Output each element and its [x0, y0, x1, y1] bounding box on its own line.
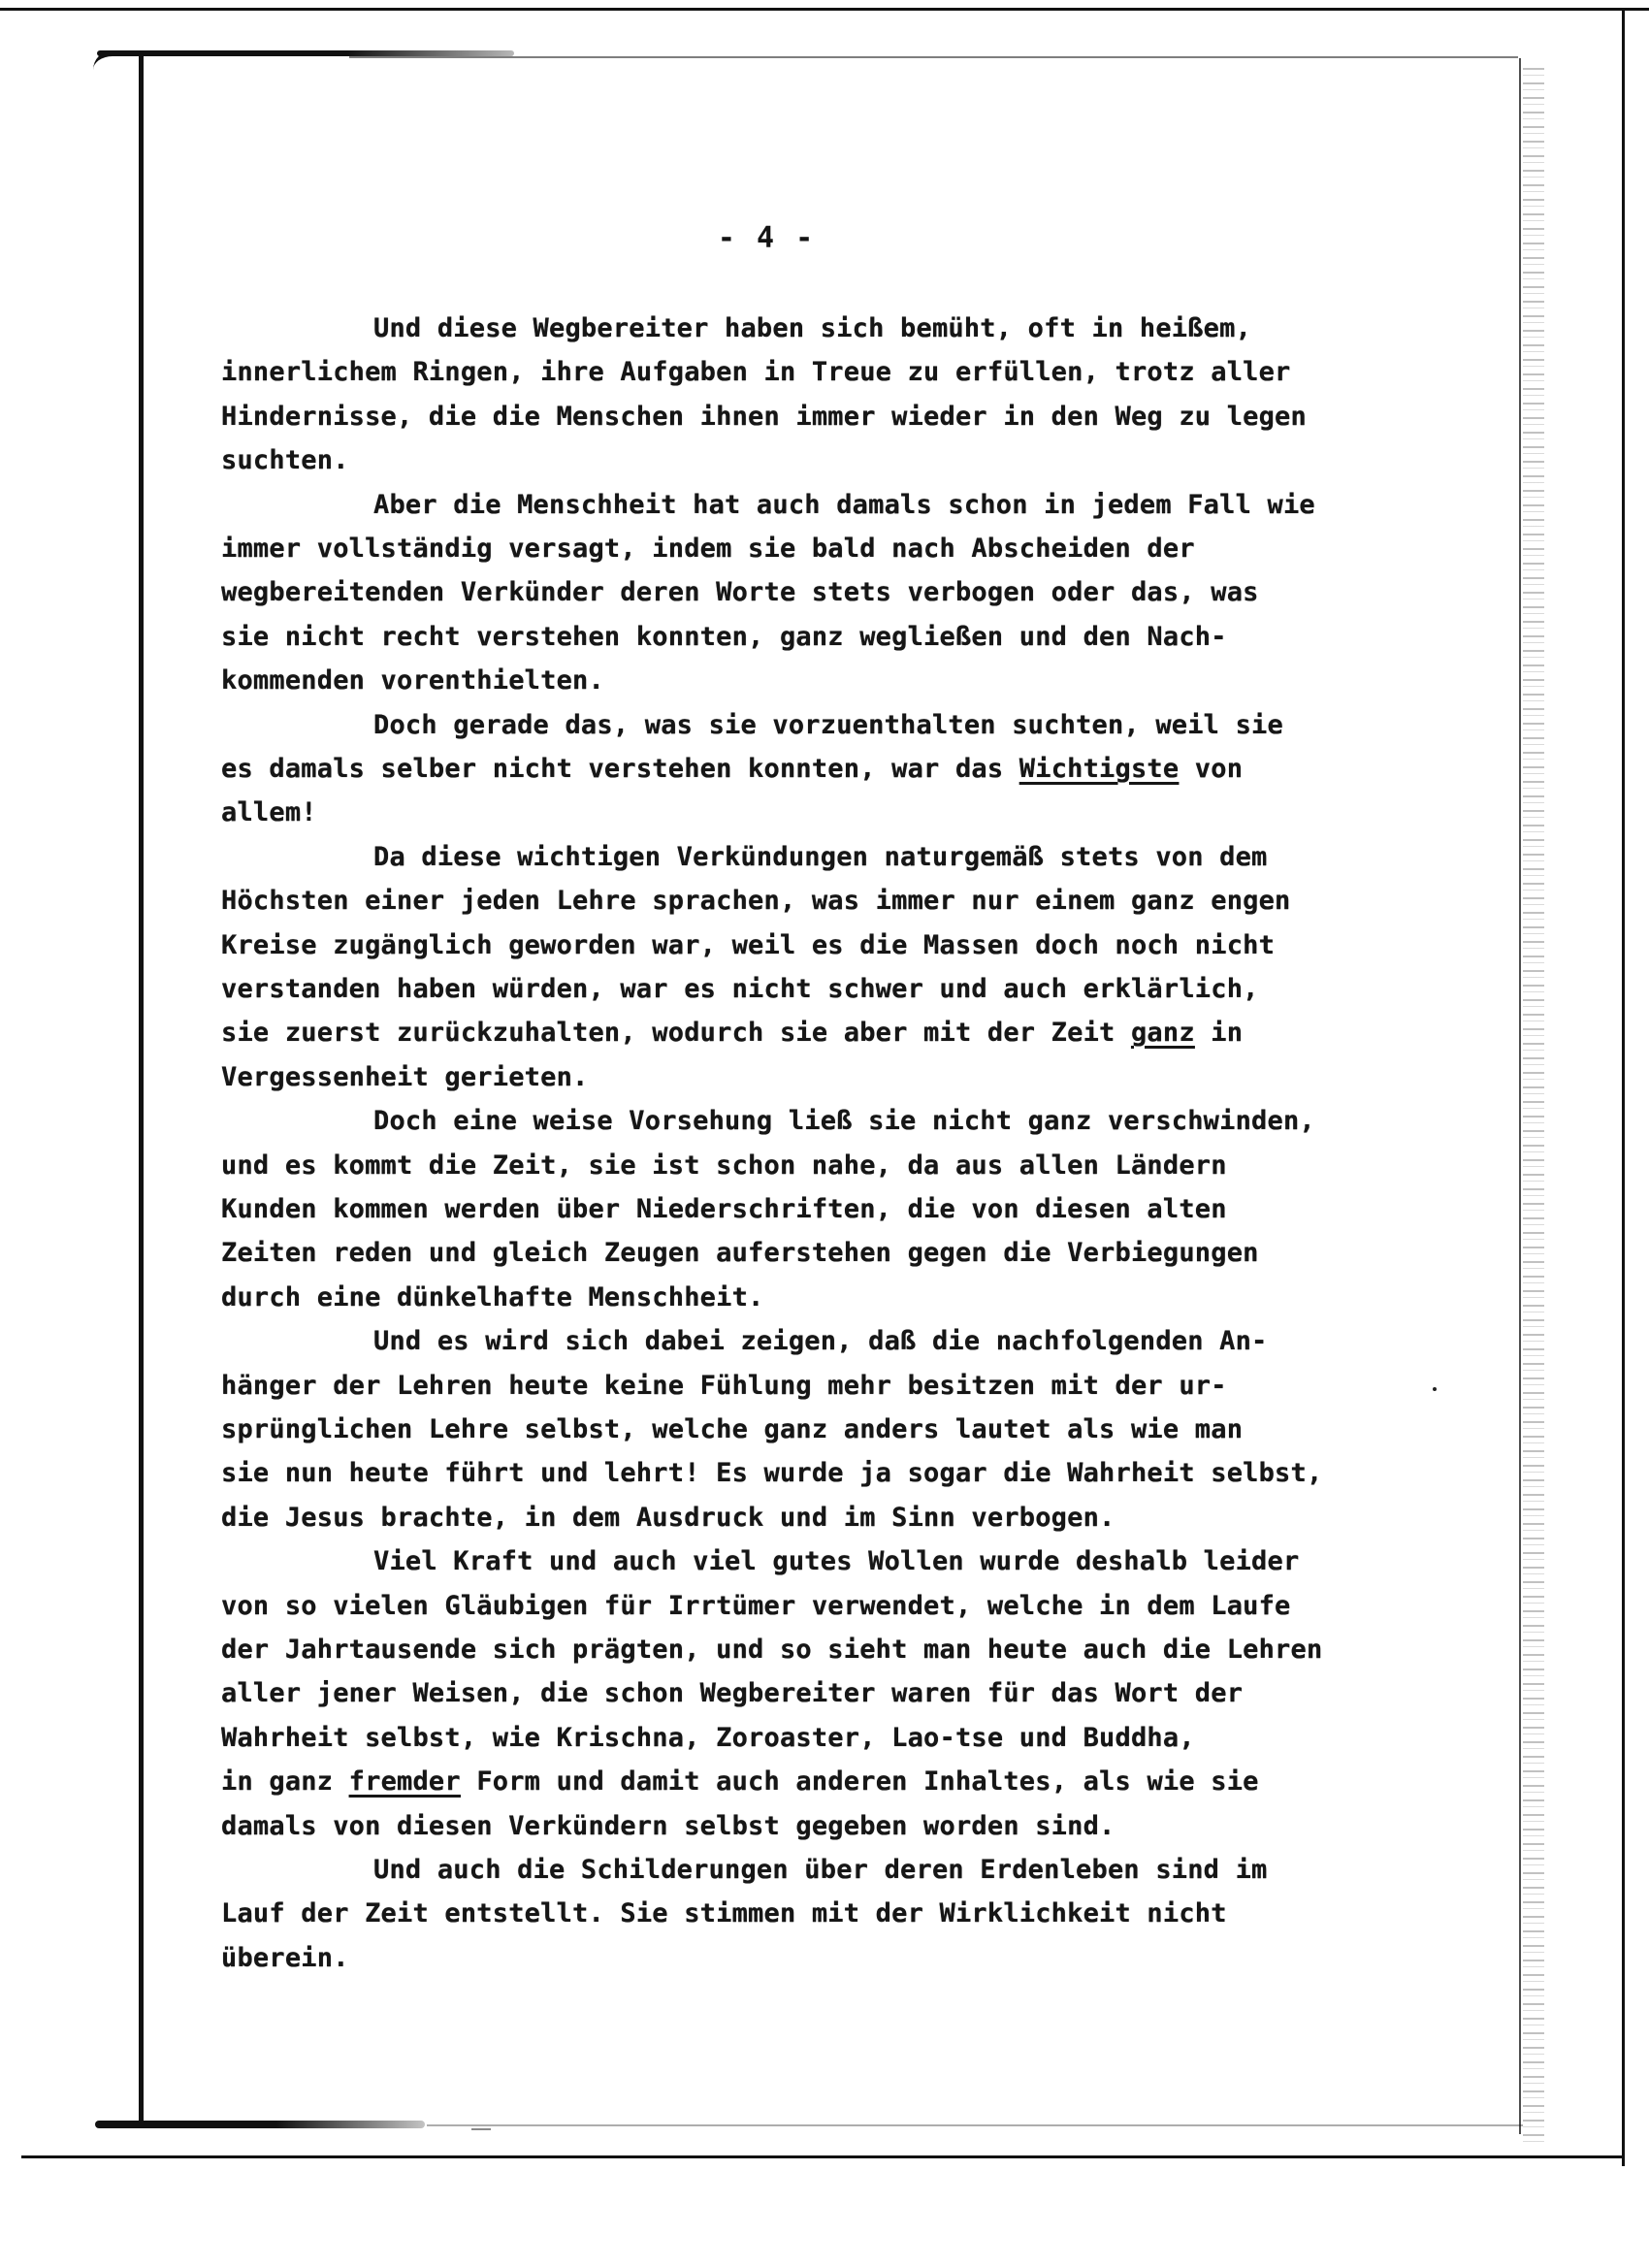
- text-segment: Form und damit auch anderen Inhaltes, als wie sie: [460, 1766, 1259, 1797]
- text-line: [221, 1018, 1243, 1049]
- copy-frame-top-edge: [0, 8, 1649, 11]
- text-line: [221, 1194, 1227, 1225]
- text-line: [221, 930, 1275, 961]
- sheet-right-edge-noise: [1523, 68, 1544, 2144]
- copy-frame-bottom-edge: [21, 2155, 1624, 2158]
- text-line: [373, 842, 1268, 873]
- text-segment: suchten.: [221, 445, 349, 475]
- text-line: [221, 1635, 1322, 1666]
- text-segment: Kunden kommen werden über Niederschriften, die von diesen alten: [221, 1194, 1227, 1224]
- text-segment: Und es wird sich dabei zeigen, daß die nachfolgenden An-: [373, 1326, 1268, 1356]
- underlined-word: fremder: [348, 1766, 461, 1797]
- sheet-bottom-shadow: [95, 2121, 425, 2128]
- text-segment: und es kommt die Zeit, sie ist schon nahe, da aus allen Ländern: [221, 1150, 1227, 1181]
- text-line: [221, 577, 1259, 608]
- sheet-left-edge: [139, 50, 144, 2126]
- dust-speck: [1433, 1387, 1437, 1391]
- text-line: [221, 1943, 349, 1974]
- text-line: [221, 445, 349, 476]
- text-line: [221, 1811, 1116, 1842]
- text-segment: von: [1179, 754, 1244, 784]
- text-line: [373, 1106, 1315, 1137]
- text-segment: allem!: [221, 797, 317, 827]
- text-segment: in ganz: [221, 1766, 349, 1797]
- underlined-word: Wichtigste: [1018, 754, 1180, 784]
- text-segment: der Jahrtausende sich prägten, und so sieht man heute auch die Lehren: [221, 1635, 1323, 1665]
- text-segment: Doch gerade das, was sie vorzuenthalten suchten, weil sie: [373, 710, 1283, 740]
- text-segment: Lauf der Zeit entstellt. Sie stimmen mit der Wirklichkeit nicht: [221, 1898, 1227, 1928]
- text-segment: die Jesus brachte, in dem Ausdruck und im Sinn verbogen.: [221, 1503, 1116, 1533]
- text-segment: sie nicht recht verstehen konnten, ganz wegließen und den Nach-: [221, 622, 1227, 652]
- text-segment: Doch eine weise Vorsehung ließ sie nicht ganz verschwinden,: [373, 1106, 1315, 1136]
- text-segment: kommenden vorenthielten.: [221, 665, 604, 696]
- text-segment: aller jener Weisen, die schon Wegbereiter waren für das Wort der: [221, 1678, 1244, 1708]
- text-segment: Und diese Wegbereiter haben sich bemüht, oft in heißem,: [373, 313, 1252, 343]
- text-line: [373, 313, 1251, 344]
- text-segment: durch eine dünkelhafte Menschheit.: [221, 1282, 764, 1312]
- text-line: [221, 797, 317, 828]
- text-segment: Hindernisse, die die Menschen ihnen immer wieder in den Weg zu legen: [221, 402, 1307, 432]
- text-line: [221, 1678, 1243, 1709]
- sheet-top-edge: [349, 56, 1518, 58]
- text-segment: verstanden haben würden, war es nicht schwer und auch erklärlich,: [221, 974, 1259, 1004]
- text-segment: sprünglichen Lehre selbst, welche ganz anders lautet als wie man: [221, 1414, 1244, 1444]
- text-segment: sie nun heute führt und lehrt! Es wurde ja sogar die Wahrheit selbst,: [221, 1458, 1323, 1488]
- text-segment: immer vollständig versagt, indem sie bald nach Abscheiden der: [221, 534, 1195, 564]
- text-line: [221, 1591, 1291, 1622]
- text-segment: Zeiten reden und gleich Zeugen auferstehen gegen die Verbiegungen: [221, 1238, 1259, 1268]
- text-segment: wegbereitenden Verkünder deren Worte stets verbogen oder das, was: [221, 577, 1259, 607]
- text-line: [221, 1458, 1322, 1489]
- edge-mark: [471, 2128, 491, 2130]
- text-line: [221, 622, 1227, 653]
- text-line: [221, 754, 1243, 785]
- sheet-bottom-edge: [427, 2124, 1523, 2126]
- text-segment: sie zuerst zurückzuhalten, wodurch sie aber mit der Zeit: [221, 1018, 1131, 1048]
- text-segment: Und auch die Schilderungen über deren Erdenleben sind im: [373, 1855, 1268, 1885]
- text-line: [221, 665, 604, 697]
- text-line: [221, 1062, 588, 1093]
- text-line: [373, 1855, 1268, 1886]
- text-segment: Höchsten einer jeden Lehre sprachen, was immer nur einem ganz engen: [221, 886, 1291, 916]
- text-line: [221, 974, 1259, 1005]
- text-line: [221, 1414, 1243, 1445]
- text-line: [221, 1238, 1259, 1269]
- text-line: [221, 1282, 763, 1313]
- text-line: [373, 710, 1283, 741]
- text-segment: Viel Kraft und auch viel gutes Wollen wurde deshalb leider: [373, 1546, 1300, 1576]
- text-line: [221, 1150, 1227, 1182]
- sheet-right-edge: [1519, 58, 1521, 2134]
- text-line: [221, 1723, 1195, 1754]
- text-line: [373, 1546, 1299, 1577]
- text-line: [221, 357, 1291, 388]
- text-line: [373, 490, 1315, 521]
- text-segment: überein.: [221, 1943, 349, 1973]
- text-segment: es damals selber nicht verstehen konnten, war das: [221, 754, 1019, 784]
- text-segment: in: [1194, 1018, 1244, 1048]
- text-line: [221, 1371, 1227, 1402]
- text-segment: Kreise zugänglich geworden war, weil es die Massen doch noch nicht: [221, 930, 1276, 960]
- text-segment: hänger der Lehren heute keine Fühlung mehr besitzen mit der ur-: [221, 1371, 1227, 1401]
- text-line: [221, 1898, 1227, 1929]
- text-line: [221, 886, 1291, 917]
- text-segment: Aber die Menschheit hat auch damals schon in jedem Fall wie: [373, 490, 1315, 520]
- text-segment: von so vielen Gläubigen für Irrtümer verwendet, welche in dem Laufe: [221, 1591, 1291, 1621]
- underlined-word: ganz: [1130, 1018, 1195, 1048]
- page-number: - 4 -: [717, 221, 816, 255]
- text-line: [221, 1766, 1259, 1798]
- text-line: [221, 402, 1307, 433]
- text-line: [221, 1503, 1116, 1534]
- text-segment: damals von diesen Verkündern selbst gegeben worden sind.: [221, 1811, 1116, 1841]
- text-line: [221, 534, 1195, 565]
- text-line: [373, 1326, 1268, 1357]
- text-segment: innerlichem Ringen, ihre Aufgaben in Treue zu erfüllen, trotz aller: [221, 357, 1291, 387]
- text-segment: Vergessenheit gerieten.: [221, 1062, 589, 1092]
- text-segment: Wahrheit selbst, wie Krischna, Zoroaster, Lao-tse und Buddha,: [221, 1723, 1195, 1753]
- copy-frame-right-edge: [1622, 8, 1625, 2166]
- text-segment: Da diese wichtigen Verkündungen naturgemäß stets von dem: [373, 842, 1268, 872]
